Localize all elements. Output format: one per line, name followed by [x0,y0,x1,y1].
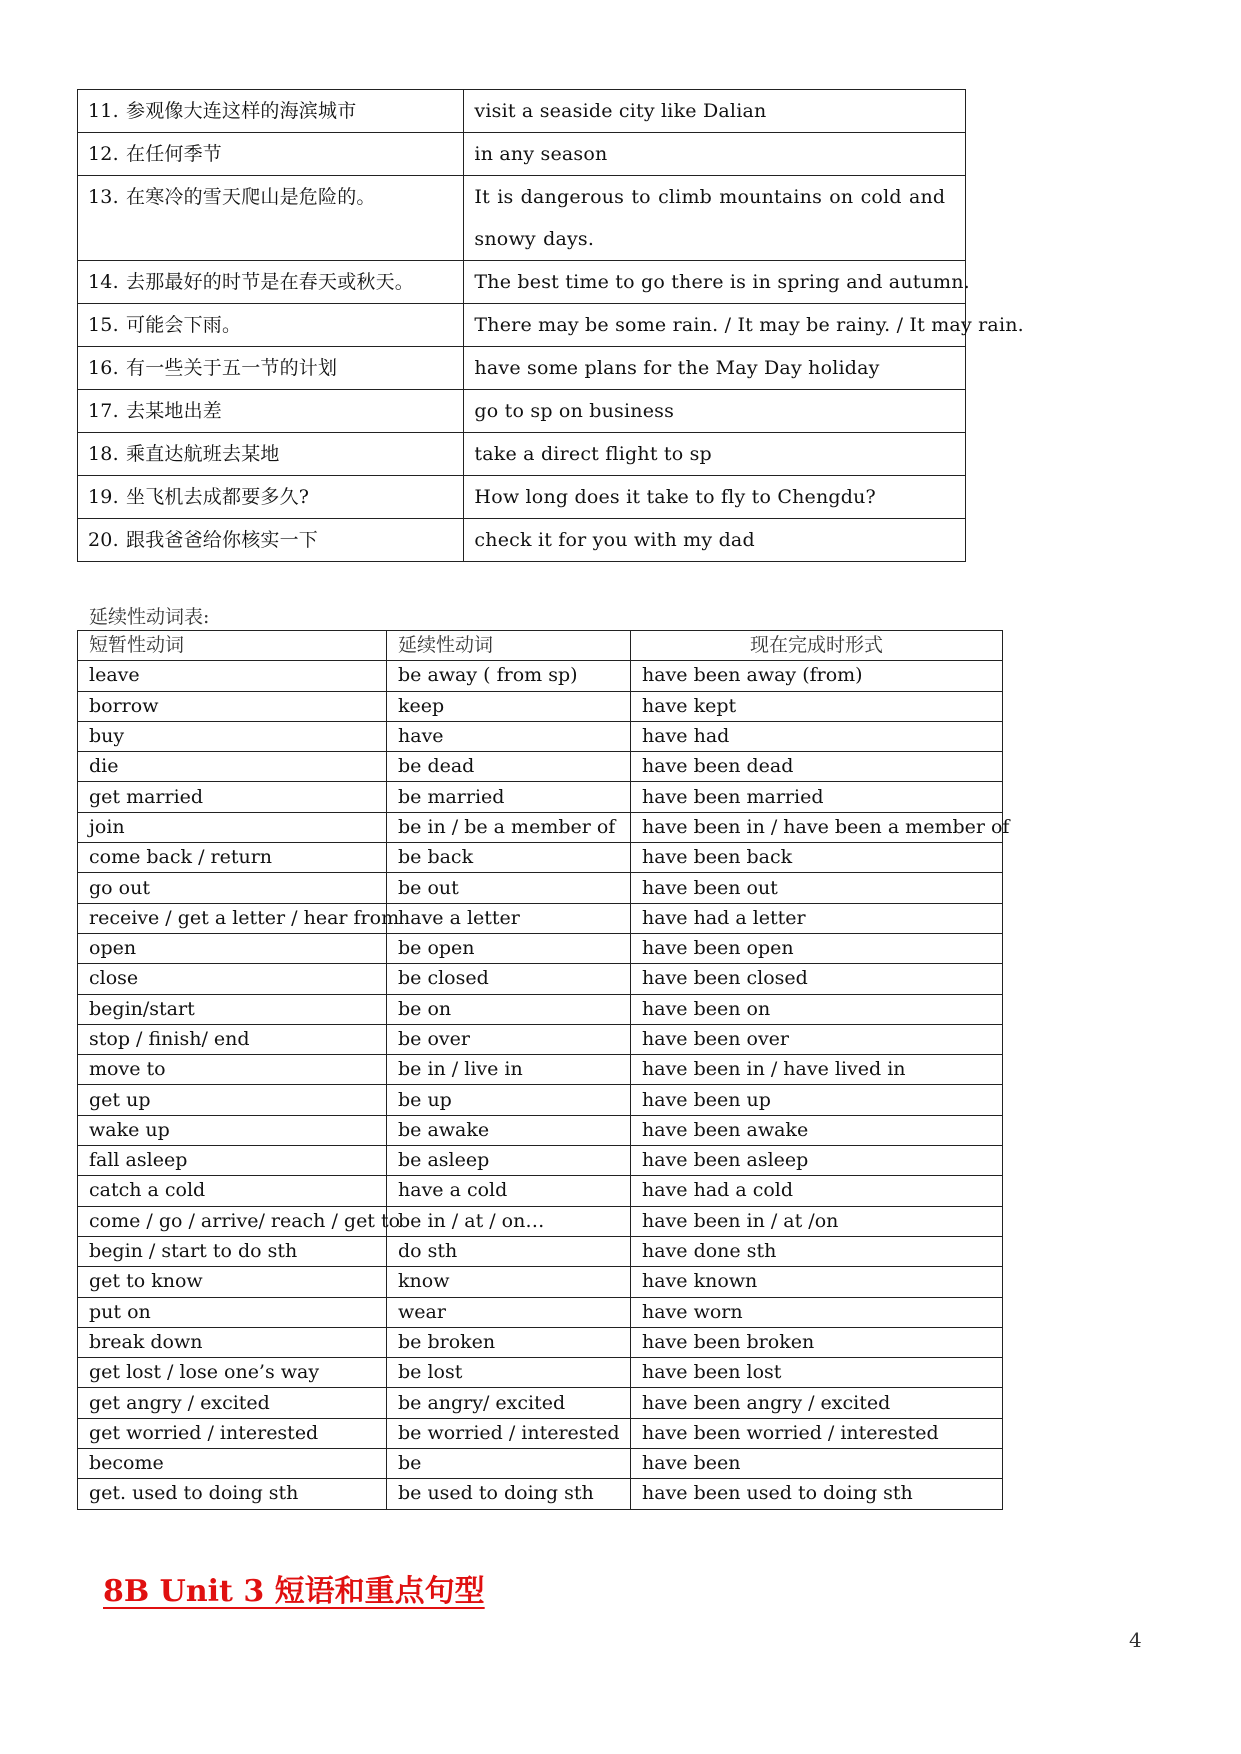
phrase-chinese-text: 在寒冷的雪天爬山是危险的。 [126,186,376,208]
phrase-number: 18. [88,443,119,465]
present-perfect-form: have worn [631,1297,1003,1327]
momentary-verb: fall asleep [78,1146,387,1176]
momentary-verb: get up [78,1085,387,1115]
phrase-number: 17. [88,400,119,422]
phrase-chinese [78,90,464,133]
present-perfect-form: have had a letter [631,903,1003,933]
present-perfect-form: have been worried / interested [631,1418,1003,1448]
momentary-verb: catch a cold [78,1176,387,1206]
present-perfect-form: have been up [631,1085,1003,1115]
verb-row [78,933,1003,963]
verb-row [78,691,1003,721]
durative-verb: be on [387,994,631,1024]
phrase-row [78,347,966,390]
phrase-row [78,433,966,476]
phrase-english: in any season [464,133,966,176]
phrase-row [78,176,966,261]
present-perfect-form: have been over [631,1024,1003,1054]
verb-row [78,812,1003,842]
header-present-perfect: 现在完成时形式 [631,631,1003,661]
durative-verb: be out [387,873,631,903]
verb-row [78,1297,1003,1327]
durative-verb: have [387,721,631,751]
verb-row [78,1115,1003,1145]
durative-verb: be awake [387,1115,631,1145]
phrase-number: 13. [88,186,119,208]
verb-row [78,873,1003,903]
verb-row [78,1085,1003,1115]
present-perfect-form: have known [631,1267,1003,1297]
phrase-number: 12. [88,143,119,165]
present-perfect-form: have kept [631,691,1003,721]
verb-row [78,1327,1003,1357]
present-perfect-form: have been in / have lived in [631,1055,1003,1085]
phrase-chinese [78,390,464,433]
momentary-verb: wake up [78,1115,387,1145]
durative-verb: be over [387,1024,631,1054]
present-perfect-form: have been married [631,782,1003,812]
momentary-verb: die [78,752,387,782]
phrase-row [78,304,966,347]
verb-row [78,903,1003,933]
verb-row [78,1206,1003,1236]
present-perfect-form: have been asleep [631,1146,1003,1176]
present-perfect-form: have had [631,721,1003,751]
durative-verb: be used to doing sth [387,1479,631,1509]
verb-row [78,1418,1003,1448]
verb-row [78,1176,1003,1206]
verb-row [78,1055,1003,1085]
present-perfect-form: have been out [631,873,1003,903]
durative-verb: be up [387,1085,631,1115]
durative-verb: be [387,1449,631,1479]
durative-verb: be angry/ excited [387,1388,631,1418]
verb-row [78,661,1003,691]
phrase-chinese-text: 去某地出差 [126,400,223,422]
phrase-chinese [78,261,464,304]
present-perfect-form: have had a cold [631,1176,1003,1206]
phrase-english: It is dangerous to climb mountains on cold and snowy days. [464,176,966,261]
phrase-row [78,390,966,433]
present-perfect-form: have been used to doing sth [631,1479,1003,1509]
momentary-verb: borrow [78,691,387,721]
phrase-english: go to sp on business [464,390,966,433]
present-perfect-form: have been [631,1449,1003,1479]
phrase-row [78,90,966,133]
momentary-verb: put on [78,1297,387,1327]
durative-verb: be back [387,843,631,873]
durative-verb: be in / live in [387,1055,631,1085]
phrase-chinese [78,176,464,261]
verb-row [78,843,1003,873]
durative-verb: be open [387,933,631,963]
present-perfect-form: have been back [631,843,1003,873]
phrase-chinese [78,347,464,390]
durative-verb: be away ( from sp) [387,661,631,691]
momentary-verb: get. used to doing sth [78,1479,387,1509]
verb-table-header-row [78,631,1003,661]
verb-row [78,1479,1003,1509]
durative-verb: be in / at / on… [387,1206,631,1236]
present-perfect-form: have been away (from) [631,661,1003,691]
momentary-verb: buy [78,721,387,751]
durative-verb: be married [387,782,631,812]
durative-verb: do sth [387,1236,631,1266]
phrase-chinese-text: 坐飞机去成都要多久? [126,486,310,508]
phrase-table [77,89,1024,562]
phrase-chinese-text: 在任何季节 [126,143,223,165]
present-perfect-form: have been angry / excited [631,1388,1003,1418]
phrase-number: 19. [88,486,119,508]
durative-verb: be dead [387,752,631,782]
verb-row [78,782,1003,812]
momentary-verb: come / go / arrive/ reach / get to [78,1206,387,1236]
phrase-row [78,133,966,176]
present-perfect-form: have been closed [631,964,1003,994]
phrase-chinese [78,476,464,519]
phrase-english: How long does it take to fly to Chengdu? [464,476,966,519]
phrase-chinese [78,133,464,176]
phrase-number: 11. [88,100,119,122]
durative-verb: have a cold [387,1176,631,1206]
phrase-english: take a direct flight to sp [464,433,966,476]
durative-verb: keep [387,691,631,721]
momentary-verb: get angry / excited [78,1388,387,1418]
phrase-number: 14. [88,271,119,293]
phrase-english: visit a seaside city like Dalian [464,90,966,133]
durative-verb: wear [387,1297,631,1327]
durative-verb: be asleep [387,1146,631,1176]
present-perfect-form: have been awake [631,1115,1003,1145]
phrase-chinese [78,304,464,347]
verb-row [78,994,1003,1024]
momentary-verb: break down [78,1327,387,1357]
momentary-verb: get lost / lose one’s way [78,1358,387,1388]
momentary-verb: begin / start to do sth [78,1236,387,1266]
phrase-number: 20. [88,529,119,551]
verb-row [78,1024,1003,1054]
momentary-verb: receive / get a letter / hear from [78,903,387,933]
phrase-chinese [78,433,464,476]
phrase-english: check it for you with my dad [464,519,966,562]
verb-table [77,630,1010,1510]
phrase-chinese-text: 有一些关于五一节的计划 [126,357,338,379]
present-perfect-form: have been open [631,933,1003,963]
momentary-verb: move to [78,1055,387,1085]
phrase-chinese-text: 参观像大连这样的海滨城市 [126,100,357,122]
unit-heading: 8B Unit 3 短语和重点句型 [103,1574,485,1609]
phrase-english: The best time to go there is in spring and autumn. [464,261,966,304]
verb-row [78,1146,1003,1176]
present-perfect-form: have been dead [631,752,1003,782]
momentary-verb: stop / finish/ end [78,1024,387,1054]
durative-verb: be worried / interested [387,1418,631,1448]
verb-row [78,1449,1003,1479]
header-momentary-verb: 短暂性动词 [78,631,387,661]
momentary-verb: close [78,964,387,994]
present-perfect-form: have done sth [631,1236,1003,1266]
momentary-verb: get married [78,782,387,812]
present-perfect-form: have been in / at /on [631,1206,1003,1236]
phrase-number: 15. [88,314,119,336]
phrase-row [78,476,966,519]
durative-verb: be lost [387,1358,631,1388]
momentary-verb: go out [78,873,387,903]
phrase-english: have some plans for the May Day holiday [464,347,966,390]
phrase-chinese-text: 跟我爸爸给你核实一下 [126,529,319,551]
phrase-number: 16. [88,357,119,379]
durative-verb: be broken [387,1327,631,1357]
momentary-verb: come back / return [78,843,387,873]
page-number: 4 [1129,1628,1142,1652]
phrase-chinese [78,519,464,562]
present-perfect-form: have been lost [631,1358,1003,1388]
verb-row [78,1388,1003,1418]
phrase-row [78,519,966,562]
momentary-verb: join [78,812,387,842]
momentary-verb: leave [78,661,387,691]
phrase-chinese-text: 可能会下雨。 [126,314,242,336]
momentary-verb: get worried / interested [78,1418,387,1448]
durative-verb: have a letter [387,903,631,933]
phrase-row [78,261,966,304]
present-perfect-form: have been in / have been a member of [631,812,1003,842]
phrase-chinese-text: 乘直达航班去某地 [126,443,280,465]
verb-row [78,1236,1003,1266]
present-perfect-form: have been broken [631,1327,1003,1357]
durative-verb: be closed [387,964,631,994]
verb-row [78,1358,1003,1388]
verb-row [78,964,1003,994]
momentary-verb: become [78,1449,387,1479]
verb-row [78,1267,1003,1297]
durative-verb: know [387,1267,631,1297]
phrase-chinese-text: 去那最好的时节是在春天或秋天。 [126,271,415,293]
verb-table-caption: 延续性动词表: [89,606,210,628]
phrase-english: There may be some rain. / It may be rainy. / It may rain. [464,304,966,347]
durative-verb: be in / be a member of [387,812,631,842]
header-durative-verb: 延续性动词 [387,631,631,661]
present-perfect-form: have been on [631,994,1003,1024]
verb-row [78,721,1003,751]
momentary-verb: get to know [78,1267,387,1297]
momentary-verb: open [78,933,387,963]
verb-row [78,752,1003,782]
momentary-verb: begin/start [78,994,387,1024]
